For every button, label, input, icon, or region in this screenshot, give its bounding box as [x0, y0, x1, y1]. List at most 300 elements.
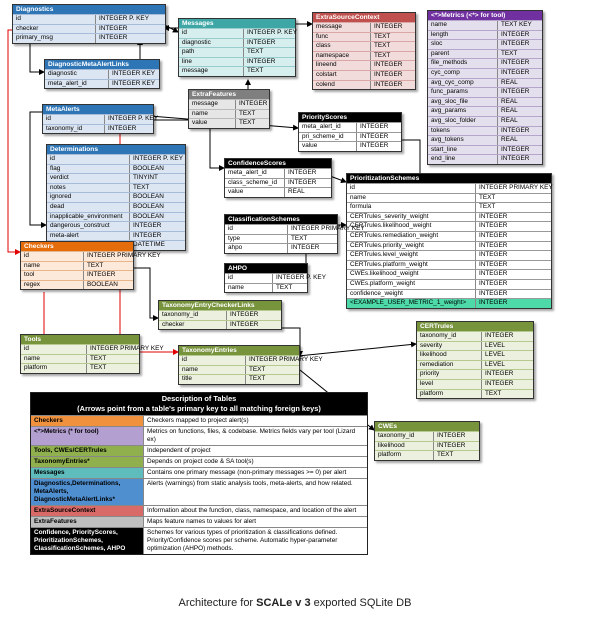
field-name: line [179, 58, 244, 67]
table-field-row [45, 79, 159, 89]
field-type: TEXT [247, 48, 264, 56]
field-name: id [21, 345, 87, 354]
table-field-row [21, 354, 139, 364]
field-type: BOOLEAN [133, 193, 164, 201]
table-determinations [46, 144, 186, 251]
field-name: length [428, 31, 498, 40]
field-type: TEXT [133, 183, 150, 191]
table-field-row [428, 58, 542, 68]
legend-key: <*>Metrics (* for tool) [31, 427, 144, 445]
table-field-row [299, 132, 401, 142]
legend-key: Diagnostics,Determinations, MetaAlerts, DiagnosticMetaAlertLinks* [31, 479, 144, 505]
field-type: INTEGER PRIMARY KEY [249, 356, 323, 363]
legend-title-line1: Description of Tables [161, 394, 237, 403]
table-field-row [225, 187, 331, 197]
field-name: avg_sloc_file [428, 98, 498, 107]
relationship-arrow [132, 268, 158, 318]
legend-description: Maps feature names to values for alert [144, 517, 367, 527]
field-name: message [313, 23, 371, 32]
field-type: INTEGER [87, 271, 116, 279]
table-field-row [375, 450, 479, 460]
field-type: REAL [501, 97, 518, 105]
table-field-row [159, 320, 281, 330]
field-name: taxonomy_id [417, 332, 482, 341]
table-classification-schemes [224, 214, 365, 254]
field-name: ignored [47, 193, 130, 202]
field-name: CERTrules.platform_weight [347, 261, 476, 270]
field-type: REAL [501, 116, 518, 124]
field-name: meta-alert [47, 232, 130, 241]
table-field-row [189, 99, 269, 109]
table-field-row [47, 202, 185, 212]
field-name: tokens [428, 127, 498, 136]
field-name: value [299, 142, 357, 151]
table-field-row [428, 39, 542, 49]
table-field-row [347, 183, 551, 193]
field-type: TEXT [501, 49, 518, 57]
field-name: id [21, 252, 84, 261]
field-name: path [179, 48, 244, 57]
field-type: INTEGER [479, 260, 508, 268]
table-field-row [313, 32, 415, 42]
field-type: LEVEL [485, 351, 505, 359]
legend-row [31, 478, 367, 505]
table-field-row [417, 350, 533, 360]
field-name: formula [347, 203, 476, 212]
field-name: notes [47, 184, 130, 193]
field-name: <EXAMPLE_USER_METRIC_1_weight> [347, 299, 476, 308]
field-type: INTEGER [501, 30, 530, 38]
table-field-row [428, 145, 542, 155]
field-name: meta_alert_id [225, 169, 285, 178]
field-name: func_params [428, 88, 498, 97]
table-field-row [428, 49, 542, 59]
field-name: id [179, 356, 246, 365]
table-title: ExtraFeatures [189, 90, 269, 99]
legend-row [31, 426, 367, 445]
table-field-row [347, 250, 551, 260]
table-field-row [225, 273, 326, 283]
table-field-row [428, 106, 542, 116]
field-name: name [21, 262, 84, 271]
field-name: avg_params [428, 107, 498, 116]
table-tools [20, 334, 164, 374]
field-type: TEXT [437, 451, 454, 459]
table-priority-scores [298, 112, 402, 152]
table-field-row [347, 202, 551, 212]
legend-table [30, 392, 368, 555]
table-ahpo [224, 263, 326, 293]
table-field-row [428, 30, 542, 40]
field-type: INTEGER [247, 57, 276, 65]
table-field-row [347, 260, 551, 270]
field-type: INTEGER [501, 59, 530, 67]
table-field-row [43, 114, 158, 124]
table-field-row [179, 355, 323, 365]
field-type: INTEGER P. KEY [133, 155, 183, 162]
field-type: INTEGER [479, 222, 508, 230]
table-diagnostics [12, 4, 166, 44]
table-field-row [313, 51, 415, 61]
table-taxonomy-entry-checker-links [158, 300, 282, 330]
table-title: AHPO [225, 264, 307, 273]
legend-description: Metrics on functions, files, & codebase. Metrics fields vary per tool (Lizard ex) [144, 427, 367, 445]
table-field-row [21, 261, 133, 271]
field-type: INTEGER PRIMARY KEY [479, 184, 553, 191]
table-title: MetaAlerts [43, 105, 153, 114]
field-name: severity [417, 342, 482, 351]
field-name: tool [21, 271, 84, 280]
table-field-row [179, 374, 299, 384]
field-type: INTEGER [374, 61, 403, 69]
table-title: TaxonomyEntryCheckerLinks [159, 301, 281, 310]
caption-prefix: Architecture for [178, 597, 257, 609]
legend-description: Alerts (warnings) from static analysis tools, meta-alerts, and how related. [144, 479, 367, 505]
field-name: level [417, 380, 482, 389]
table-cwes [374, 421, 480, 461]
table-field-row [417, 341, 533, 351]
field-type: INTEGER [360, 132, 389, 140]
field-name: checker [159, 321, 227, 330]
field-name: verdict [47, 174, 130, 183]
relationship-arrow [8, 30, 20, 252]
legend-row [31, 415, 367, 426]
field-type: INTEGER [288, 169, 317, 176]
field-type: TEXT [485, 389, 502, 397]
legend-key: Checkers [31, 416, 144, 426]
field-type: REAL [288, 188, 305, 196]
field-name: id [43, 115, 105, 124]
field-name: dead [47, 203, 130, 212]
table-cert-rules [416, 321, 534, 399]
field-name: primary_msg [13, 34, 96, 43]
field-type: TEXT [239, 109, 256, 117]
field-name: start_line [428, 146, 498, 155]
field-type: INTEGER [247, 38, 276, 46]
table-meta-alerts [42, 104, 158, 134]
table-title: ClassificationSchemes [225, 215, 337, 224]
field-type: TEXT [291, 234, 308, 242]
table-diagnostic-meta-alert-links [44, 59, 160, 89]
table-extra-features [188, 89, 270, 129]
table-field-row [179, 28, 295, 38]
field-name: platform [417, 390, 482, 399]
field-name: colstart [313, 71, 371, 80]
caption [0, 597, 590, 609]
field-type: TEXT [479, 193, 496, 201]
field-type: INTEGER [501, 126, 530, 134]
field-name: flag [47, 165, 130, 174]
table-field-row [13, 33, 165, 43]
field-type: BOOLEAN [133, 212, 164, 220]
table-field-row [313, 22, 415, 32]
table-field-row [189, 109, 269, 119]
field-name: title [179, 375, 246, 384]
table-field-row [21, 270, 133, 280]
field-type: TEXT [374, 32, 391, 40]
table-metrics [427, 10, 543, 165]
table-field-row [347, 212, 551, 222]
field-type: INTEGER [133, 222, 162, 230]
legend-row [31, 467, 367, 478]
field-name: checker [13, 25, 96, 34]
field-name: message [189, 100, 236, 109]
field-type: BOOLEAN [133, 164, 164, 172]
field-name: taxonomy_id [43, 125, 105, 134]
table-field-row [428, 87, 542, 97]
table-field-row [47, 221, 185, 231]
legend-key: ExtraSourceContext [31, 506, 144, 516]
legend-description: Contains one primary message (non-primary messages >= 0) per alert [144, 468, 367, 478]
table-field-row [417, 389, 533, 399]
table-field-row [179, 66, 295, 76]
legend-description: Schemes for various types of prioritization & classifications defined. Priority/Confidence scores per scheme. Automatic hyper-parameter optimization (AHPO) methods. [144, 528, 367, 554]
table-field-row [47, 164, 185, 174]
field-name: id [13, 15, 96, 24]
table-taxonomy-entries [178, 345, 323, 385]
table-field-row [47, 154, 185, 164]
field-name: end_line [428, 155, 498, 164]
field-type: INTEGER [501, 88, 530, 96]
field-name: platform [21, 364, 87, 373]
field-type: INTEGER PRIMARY KEY [87, 252, 161, 259]
field-name: id [179, 29, 244, 38]
field-name: avg_sloc_folder [428, 117, 498, 126]
field-type: TEXT [249, 375, 266, 383]
field-name: CERTrules_severity_weight [347, 213, 476, 222]
field-name: name [179, 366, 246, 375]
field-type: INTEGER [291, 244, 320, 252]
table-field-row [313, 70, 415, 80]
table-field-row [179, 365, 299, 375]
field-type: TEXT [249, 365, 266, 373]
field-name: value [225, 188, 285, 197]
table-field-row [45, 69, 159, 79]
field-name: inapplicable_environment [47, 213, 130, 222]
field-type: INTEGER [374, 80, 403, 88]
table-title: Diagnostics [13, 5, 165, 14]
field-type: TEXT [90, 354, 107, 362]
field-type: INTEGER [501, 145, 530, 153]
caption-bold: SCALe v 3 [256, 597, 311, 609]
table-field-row [299, 141, 401, 151]
table-field-row [313, 60, 415, 70]
field-name: avg_tokens [428, 136, 498, 145]
field-name: meta_alert_id [45, 80, 109, 89]
field-name: confidence_weight [347, 290, 476, 299]
field-type: TEXT [239, 119, 256, 127]
table-field-row [47, 231, 185, 241]
field-name: value [189, 119, 236, 128]
field-type: INTEGER PRIMARY KEY [291, 225, 365, 232]
table-field-row [347, 289, 551, 299]
table-field-row [159, 310, 281, 320]
table-field-row [313, 41, 415, 51]
field-type: INTEGER P. KEY [99, 15, 149, 22]
field-type: INTEGER [437, 432, 466, 439]
field-type: INTEGER P. KEY [108, 115, 158, 122]
table-field-row [347, 269, 551, 279]
legend-title [31, 393, 367, 415]
field-type: BOOLEAN [133, 202, 164, 210]
table-title: CERTrules [417, 322, 533, 331]
field-type: TEXT [479, 203, 496, 211]
table-title: Checkers [21, 242, 133, 251]
legend-key: ExtraFeatures [31, 517, 144, 527]
table-field-row [347, 279, 551, 289]
table-field-row [428, 68, 542, 78]
field-name: platform [375, 451, 434, 460]
relationship-arrow [298, 344, 416, 356]
table-field-row [47, 192, 185, 202]
field-name: taxonomy_id [375, 432, 434, 441]
field-name: cyc_comp [428, 69, 498, 78]
field-type: INTEGER P. KEY [247, 29, 297, 36]
field-name: file_methods [428, 59, 498, 68]
table-field-row [225, 243, 337, 253]
field-type: LEVEL [485, 341, 505, 349]
table-field-row [179, 57, 295, 67]
legend-title-line2: (Arrows point from a table's primary key to all matching foreign keys) [77, 404, 321, 413]
field-type: TINYINT [133, 174, 158, 182]
field-name: CERTrules.priority_weight [347, 242, 476, 251]
field-name: namespace [313, 52, 371, 61]
field-type: INTEGER [133, 231, 162, 239]
table-field-row [225, 178, 331, 188]
table-field-row [299, 122, 401, 132]
field-name: class_scheme_id [225, 179, 285, 188]
table-title: <*>Metrics (<*> for tool) [428, 11, 542, 20]
table-title: DiagnosticMetaAlertLinks [45, 60, 159, 69]
field-name: priority [417, 370, 482, 379]
table-field-row [179, 38, 295, 48]
field-type: INTEGER [374, 70, 403, 78]
field-type: REAL [501, 78, 518, 86]
field-type: INTEGER [239, 100, 268, 107]
field-type: INTEGER [360, 142, 389, 150]
table-field-row [428, 135, 542, 145]
field-type: LEVEL [485, 360, 505, 368]
legend-description: Checkers mapped to project alert(s) [144, 416, 367, 426]
table-field-row [225, 283, 307, 293]
table-field-row [21, 280, 133, 290]
table-messages [178, 18, 296, 77]
table-field-row [21, 363, 139, 373]
field-name: sloc [428, 40, 498, 49]
field-name: name [21, 355, 87, 364]
table-field-row [428, 20, 542, 30]
table-title: ConfidenceScores [225, 159, 331, 168]
table-field-row [375, 441, 479, 451]
table-title: PriorityScores [299, 113, 401, 122]
legend-key: Tools, CWEs/CERTrules [31, 446, 144, 456]
table-field-row [347, 221, 551, 231]
table-field-row [21, 251, 161, 261]
field-type: INTEGER [479, 299, 508, 307]
table-title: TaxonomyEntries [179, 346, 299, 355]
table-field-row [375, 431, 479, 441]
field-type: INTEGER [479, 270, 508, 278]
field-name: ahpo [225, 244, 288, 253]
field-type: INTEGER [479, 241, 508, 249]
legend-rows [31, 415, 367, 554]
field-name: name [225, 284, 273, 293]
table-prioritization-schemes [346, 173, 552, 309]
field-type: INTEGER [501, 40, 530, 48]
table-title: Tools [21, 335, 139, 344]
field-name: diagnostic [179, 39, 244, 48]
field-name: avg_cyc_comp [428, 79, 498, 88]
field-name: likelihood [417, 351, 482, 360]
field-name: name [189, 110, 236, 119]
field-name: likelihood [375, 442, 434, 451]
field-name: class [313, 42, 371, 51]
table-field-row [13, 24, 165, 34]
field-name: remediation [417, 361, 482, 370]
legend-description: Independent of project [144, 446, 367, 456]
field-name: id [47, 155, 130, 164]
field-name: parent [428, 50, 498, 59]
table-field-row [417, 331, 533, 341]
table-field-row [21, 344, 164, 354]
field-name: lineend [313, 61, 371, 70]
table-field-row [347, 298, 551, 308]
table-title: CWEs [375, 422, 479, 431]
field-name: diagnostic [45, 70, 109, 79]
field-type: INTEGER [437, 441, 466, 449]
legend-key: TaxonomyEntries* [31, 457, 144, 467]
field-type: INTEGER [485, 332, 514, 339]
table-field-row [43, 124, 153, 134]
field-type: INTEGER [501, 68, 530, 76]
table-field-row [13, 14, 165, 24]
field-type: INTEGER PRIMARY KEY [90, 345, 164, 352]
legend-row [31, 527, 367, 554]
table-field-row [47, 212, 185, 222]
field-type: REAL [501, 107, 518, 115]
field-type: INTEGER [501, 155, 530, 163]
field-name: CERTrules.remediation_weight [347, 232, 476, 241]
table-title: ExtraSourceContext [313, 13, 415, 22]
field-name: CWEs.platform_weight [347, 280, 476, 289]
field-name: message [179, 67, 244, 76]
field-type: INTEGER P. KEY [276, 274, 326, 281]
table-field-row [347, 193, 551, 203]
field-name: regex [21, 281, 84, 290]
table-title: Determinations [47, 145, 185, 154]
field-type: INTEGER [479, 279, 508, 287]
table-title: PrioritizationSchemes [347, 174, 551, 183]
field-type: INTEGER [99, 24, 128, 32]
field-name: name [347, 194, 476, 203]
legend-key: Confidence, PriorityScores, PrioritizationSchemes, ClassificationSchemes, AHPO [31, 528, 144, 554]
legend-description: Depends on project code & SA tool(s) [144, 457, 367, 467]
field-name: pri_scheme_id [299, 133, 357, 142]
field-type: TEXT KEY [501, 21, 532, 28]
field-type: INTEGER [360, 123, 389, 130]
legend-key: Messages [31, 468, 144, 478]
table-field-row [47, 183, 185, 193]
field-name: CWEs.likelihood_weight [347, 270, 476, 279]
field-name: func [313, 33, 371, 42]
field-name: taxonomy_id [159, 311, 227, 320]
field-name: dangerous_construct [47, 222, 130, 231]
table-field-row [417, 369, 533, 379]
field-type: INTEGER [485, 379, 514, 387]
table-field-row [347, 231, 551, 241]
table-field-row [428, 116, 542, 126]
field-type: INTEGER [479, 251, 508, 259]
